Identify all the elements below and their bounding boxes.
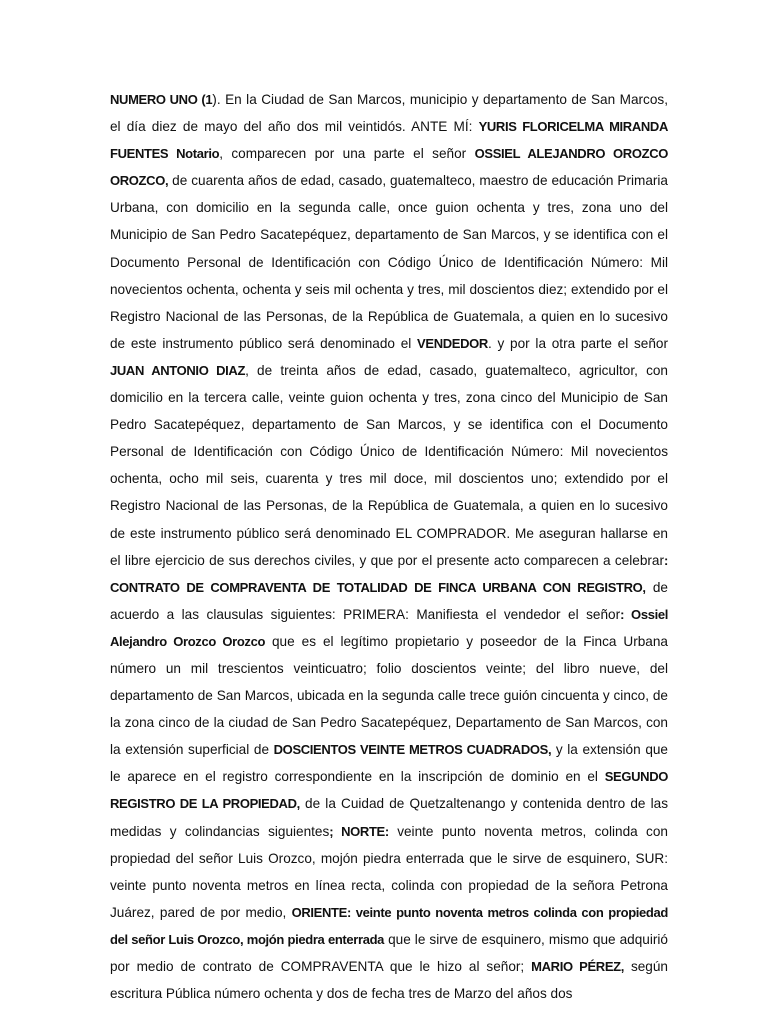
east-boundary: ORIENTE: veinte punto noventa metros colinda con propiedad del señor Luis Orozco, mojón piedra enterrada [110, 904, 668, 947]
area-text: DOSCIENTOS VEINTE METROS CUADRADOS, [273, 742, 552, 758]
text-run: que es el legítimo propietario y poseedor de la Finca Urbana número un mil trescientos veinticuatro; folio doscientos veinte; del libro nueve, del departamento de San Marcos, ubicada en la segunda calle trece guión cincuenta y cinco, de la zona cinco de la ciudad de San Pedro Sacatepéquez, Departamento de San Marcos, con la extensión superficial de [110, 633, 668, 758]
text-run: y la extensión que le aparece en el registro correspondiente en la inscripción de dominio en el [110, 742, 668, 785]
seller-name: OSSIEL ALEJANDRO OROZCO OROZCO, [110, 146, 668, 189]
contract-title: : CONTRATO DE COMPRAVENTA DE TOTALIDAD DE FINCA URBANA CON REGISTRO, [110, 552, 668, 595]
text-run: de la Cuidad de Quetzaltenango y contenida dentro de las medidas y colindancias siguientes [110, 796, 668, 839]
text-run: , comparecen por una parte el señor [219, 146, 475, 162]
notary-name: YURIS FLORICELMA MIRANDA FUENTES Notario [110, 119, 669, 162]
seller-name-repeat: : Ossiel Alejandro Orozco Orozco [110, 606, 668, 649]
text-run: de acuerdo a las clausulas siguientes: PRIMERA: Manifiesta el vendedor el señor [110, 579, 668, 622]
previous-owner-name: MARIO PÉREZ, [531, 959, 624, 974]
text-run: . y por la otra parte el señor [487, 335, 669, 351]
buyer-name: JUAN ANTONIO DIAZ [110, 362, 246, 378]
text-run: , de treinta años de edad, casado, guatemalteco, agricultor, con domicilio en la tercera calle, veinte guion ochenta y tres, zona cinco del Municipio de San Pedro Sacatepéquez, departamento de San Marcos, y se identifica con el Documento Personal de Identificación con Código Único de Identificación Número: Mil novecientos ochenta, ocho mil seis, cuarenta y tres mil doce, mil doscientos uno; extendido por el Registro Nacional de las Personas, de la República de Guatemala, a quien en lo sucesivo de este instrumento público será denominado EL COMPRADOR. Me aseguran hallarse en el libre ejercicio de sus derechos civiles, y que por el presente acto comparecen a celebrar [110, 362, 668, 568]
north-label: ; NORTE: [329, 823, 389, 839]
registry-name: SEGUNDO REGISTRO DE LA PROPIEDAD, [110, 769, 668, 812]
text-run: ). En la Ciudad de San Marcos, municipio y departamento de San Marcos, el día diez de mayo del año dos mil veintidós. ANTE MÍ: [110, 92, 668, 135]
seller-role: VENDEDOR [417, 335, 488, 351]
text-run: según escritura Pública número ochenta y dos de fecha tres de Marzo del años dos [110, 959, 668, 1002]
text-run: veinte punto noventa metros, colinda con propiedad del señor Luis Orozco, mojón piedra enterrada que le sirve de esquinero, SUR: veinte punto noventa metros en línea recta, colinda con propiedad de la señora Petrona Juárez, pared de por medio, [110, 823, 668, 920]
text-run: de cuarenta años de edad, casado, guatemalteco, maestro de educación Primaria Urbana, con domicilio en la segunda calle, once guion ochenta y tres, zona uno del Municipio de San Pedro Sacatepéquez, departamento de San Marcos, y se identifica con el Documento Personal de Identificación con Código Único de Identificación Número: Mil novecientos ochenta, ochenta y seis mil ochenta y tres, mil doscientos diez; extendido por el Registro Nacional de las Personas, de la República de Guatemala, a quien en lo sucesivo de este instrumento público será denominado el [110, 173, 668, 351]
deed-number: NUMERO UNO (1 [110, 92, 213, 107]
deed-body-text [110, 86, 668, 1007]
text-run: que le sirve de esquinero, mismo que adquirió por medio de contrato de COMPRAVENTA que le hizo al señor; [110, 931, 668, 974]
